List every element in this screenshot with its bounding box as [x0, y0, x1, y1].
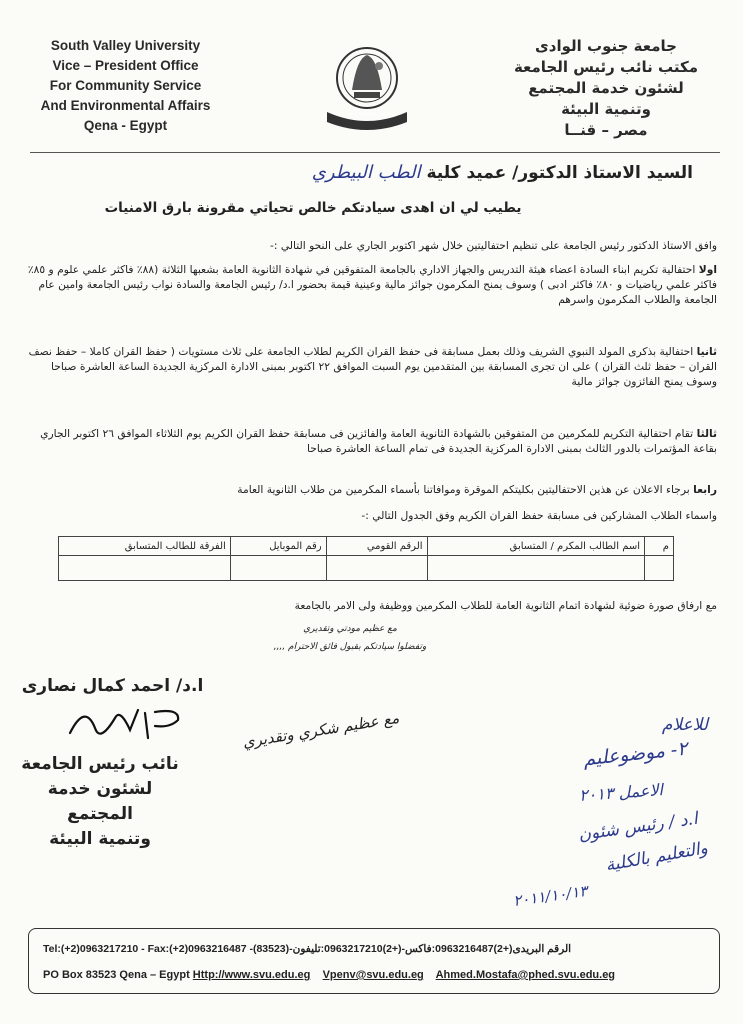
signatory-name: ا.د/ احمد كمال نصارى	[21, 676, 204, 696]
closing-regards: مع عظيم مودتي وتقديري	[303, 624, 397, 634]
paragraph-label: اولا	[698, 263, 717, 276]
table-header-cell: م	[645, 537, 674, 556]
paragraph-third	[27, 426, 717, 456]
attachment-note: مع ارفاق صورة ضوئية لشهادة اتمام الثانوية العامة للطلاب المكرمين ووظيفة ولى الامر بالجامعة	[294, 599, 717, 612]
addressee-handwritten: الطب البيطري	[311, 162, 421, 183]
header-divider	[30, 152, 720, 153]
en-header-line: Qena - Egypt	[83, 118, 168, 133]
annotation-line: ٢- موضوعليم	[582, 737, 689, 771]
table-header-row	[59, 537, 674, 556]
ar-header-line: وتنمية البيئة	[561, 100, 651, 118]
closing-respect: وتفضلوا سيادتكم بقبول فائق الاحترام ,,,,	[273, 642, 427, 652]
paragraph-text: احتفالية بذكرى المولد النبوي الشريف وذلك بعمل مسابقة فى حفظ القران الكريم لطلاب الجامعة على ثلاث مستويات ( حفظ القران كاملا – حفظ نصف القران – حفظ ثلث القران ) على ان تجرى المسابقة بين المتقدمين يوم السبت الموافق ٢٢ اكتوبر بمبنى الادارة المركزية الجديدة الساعة العاشرة صباحا وسوف يمنح الفائزون جوائز مالية	[28, 345, 717, 388]
paragraph-first	[27, 262, 717, 307]
title-line: نائب رئيس الجامعة	[21, 754, 179, 774]
en-header-line: For Community Service	[49, 78, 202, 93]
title-line: وتنمية البيئة	[49, 829, 151, 849]
title-line: لشئون خدمة المجتمع	[47, 779, 153, 824]
paragraph-second	[27, 344, 717, 389]
table-row	[59, 556, 674, 581]
ar-header-line: مصر – قنــا	[564, 121, 648, 139]
table-cell	[230, 556, 326, 581]
table-header-cell: اسم الطالب المكرم / المتسابق	[427, 537, 644, 556]
addressee	[53, 162, 693, 183]
ar-header-line: جامعة جنوب الوادى	[535, 37, 677, 55]
logo-caption: جامعة جنوب الوادى	[338, 109, 396, 117]
ar-header-line: مكتب نائب رئيس الجامعة	[513, 58, 699, 76]
en-header-line: And Environmental Affairs	[40, 98, 211, 113]
table-header-cell: الرقم القومي	[326, 537, 427, 556]
ar-header-line: لشئون خدمة المجتمع	[528, 79, 684, 97]
table-header-cell: الفرقة للطالب المتسابق	[59, 537, 231, 556]
footer-website-link[interactable]: Http://www.svu.edu.eg	[192, 969, 311, 981]
annotation-line: والتعليم بالكلية	[603, 838, 709, 876]
university-logo	[312, 40, 422, 130]
handwritten-signature	[60, 698, 190, 748]
footer-email-link[interactable]: Vpenv@svu.edu.eg	[322, 969, 424, 981]
arabic-letterhead	[491, 36, 721, 141]
footer-email-link[interactable]: Ahmed.Mostafa@phed.svu.edu.eg	[435, 969, 616, 981]
paragraph-text: تقام احتفالية التكريم للمكرمين من المتفوقين بالشهادة الثانوية العامة والفائزين فى مسابقة حفظ القران الكريم يوم الثلاثاء الموافق ٢٦ اكتوبر الجاري بقاعة المؤتمرات بالدور الثالث بمبنى الادارة المركزية الجديدة فى تمام الساعة العاشرة صباحا	[40, 427, 717, 455]
handwritten-thanks: مع عظيم شكري وتقديري	[241, 708, 401, 752]
footer-phone-line: Tel:(+2)0963217210 - Fax:(+2)0963216487 -(83523)-الرقم البريدى(+2)0963216487:فاكس-(+2)0963217210:تليفون	[43, 943, 572, 955]
paragraph-fourth	[27, 482, 717, 497]
annotation-line: للاعلام	[661, 715, 708, 735]
annotation-line: ٢٠١١/١٠/١٣	[512, 881, 589, 911]
handwritten-annotation	[408, 715, 708, 925]
annotation-line: الاعمل ٢٠١٣	[578, 780, 664, 805]
table-cell	[427, 556, 644, 581]
paragraph-label: ثالثا	[696, 427, 717, 440]
footer-address-line	[43, 969, 615, 981]
intro-paragraph: وافق الاستاذ الدكتور رئيس الجامعة على تنظيم احتفاليتين خلال شهر اكتوبر الجاري على النحو التالي :-	[270, 239, 717, 252]
signatory-title	[15, 752, 185, 852]
english-letterhead	[18, 36, 233, 136]
paragraph-text: برجاء الاعلان عن هذين الاحتفاليتين بكليتكم الموقرة وموافاتنا بأسماء المكرمين من طلاب الثانوية العامة	[237, 483, 690, 496]
footer-address: PO Box 83523 Qena – Egypt	[43, 969, 190, 981]
table-cell	[326, 556, 427, 581]
greeting: يطيب لي ان اهدى سيادتكم خالص تحياتي مقرونة بارق الامنيات	[104, 200, 522, 216]
paragraph-text: احتفالية تكريم ابناء السادة اعضاء هيئة التدريس والجهاز الاداري بالجامعة المتفوقين في شهادة الثانوية العامة بشعبها الثلاثة (٨٨٪ فاكثر علمي علوم و ٨٥٪ فاكثر علمي رياضيات و ٨٠٪ فاكثر ادبى ) وسوف يمنح المكرمون جوائز مالية وعينية قيمة بحضور ا.د/ رئيس الجامعة والسادة نواب رئيس الجامعة وامين عام الجامعة والطلاب المكرمون واسرهم	[27, 263, 717, 306]
table-cell	[645, 556, 674, 581]
en-header-line: South Valley University	[50, 38, 201, 53]
table-cell	[59, 556, 231, 581]
paragraph-fifth: واسماء الطلاب المشاركين فى مسابقة حفظ القران الكريم وفق الجدول التالي :-	[361, 509, 717, 522]
paragraph-label: رابعا	[693, 483, 717, 496]
table-header-cell: رقم الموبايل	[230, 537, 326, 556]
contact-footer	[28, 928, 720, 994]
addressee-label: السيد الاستاذ الدكتور/ عميد كلية	[426, 163, 693, 183]
paragraph-label: ثانيا	[696, 345, 717, 358]
annotation-line: ا.د / رئيس شئون	[577, 808, 699, 846]
en-header-line: Vice – President Office	[52, 58, 199, 73]
participants-table	[58, 536, 674, 581]
